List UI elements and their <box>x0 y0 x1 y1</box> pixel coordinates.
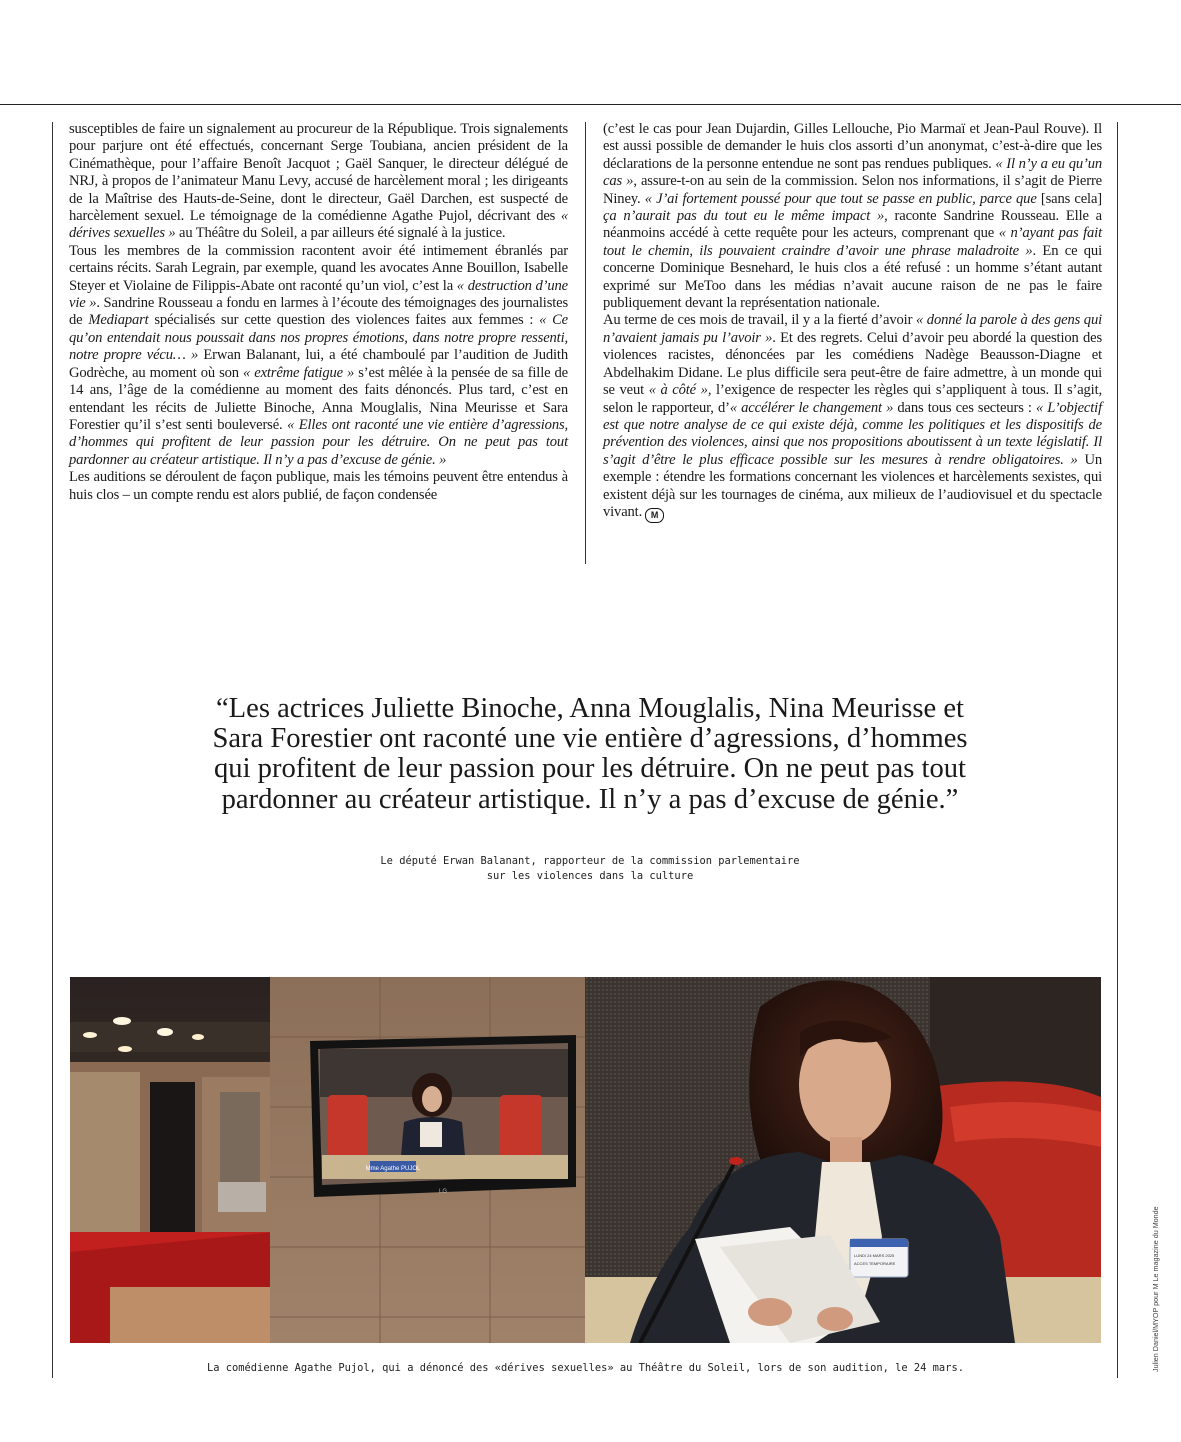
speaker-scene <box>585 977 1101 1343</box>
quote-italic: « n’ayant pas fait tout le chemin, ils pouvaient craindre d’avoir une phrase maladroite » <box>603 225 1102 259</box>
quote-italic: « donné la parole à des gens qui n’avaient jamais pu l’avoir » <box>603 312 1102 346</box>
article-column-right <box>603 121 1102 523</box>
quote-italic: « à côté » <box>648 382 708 399</box>
tv-nameplate: Mme Agathe PUJOL <box>365 1166 421 1172</box>
attribution-line: sur les violences dans la culture <box>486 870 694 882</box>
article-paragraph: Au terme de ces mois de travail, il y a la fierté d’avoir « donné la parole à des gens qui n’avaient jamais pu l’avoir ». Et des regrets. Celui d’avoir peu abordé la question des violences racistes, dénoncées par les comédiens Nadège Beausson-Diagne et Abdelhakim Didane. Le plus difficile sera peut-être de faire admettre, à un monde qui se veut « à côté », l’exigence de respecter les règles qui s’appliquent à tous. Il s’agit, selon le rapporteur, d’« accélérer le changement » dans tous ces secteurs : « L’objectif est que notre analyse de ce qui existe déjà, comme les politiques et les dispositifs de prévention des violences, ainsi que nos propositions aboutissent à un texte législatif. Il s’agit d’être le plus efficace possible sur les mesures à rendre obligatoires. » Un exemple : étendre les formations concernant les violences et harcèlements sexistes, qui existent déjà sur les tournages de cinéma, aux milieux de l’audiovisuel et du spectacle vivant. M <box>603 312 1102 522</box>
quote-italic: « Ce qu’on entendait nous poussait dans nos propres émotions, dans notre propre ressenti, notre propre vécu… » <box>69 312 569 364</box>
photo-caption: La comédienne Agathe Pujol, qui a dénoncé des «dérives sexuelles» au Théâtre du Soleil, lors de son audition, le 24 mars. <box>207 1362 964 1374</box>
hearing-photo <box>70 977 1101 1343</box>
quote-italic: « Il n’y a eu qu’un cas » <box>603 155 1102 190</box>
television-screen <box>310 1035 576 1197</box>
left-column-rule <box>52 122 53 1378</box>
pull-quote: “Les actrices Juliette Binoche, Anna Mouglalis, Nina Meurisse et Sara Forestier ont raconté une vie entière d’agressions, d’hommes qui profitent de leur passion pour les détruire. On ne peut pas tout pardonner au créateur artistique. Il n’y a pas d’excuse de génie.” <box>212 693 968 815</box>
middle-column-rule <box>585 122 586 564</box>
quote-italic: « extrême fatigue » <box>243 364 355 381</box>
badge-line: ACCES TEMPORAIRE <box>854 1261 896 1266</box>
right-column-rule <box>1117 122 1118 1378</box>
corridor-background <box>70 977 275 1343</box>
article-column-left <box>69 121 568 504</box>
article-paragraph: susceptibles de faire un signalement au procureur de la République. Trois signalements pour parjure ont été effectués, concernant Serge Toubiana, ancien président de la Cinémathèque, pour l’affaire Benoît Jacquot ; Gaël Sanquer, le directeur délégué de NRJ, à propos de l’animateur Manu Levy, accusé de harcèlement moral ; les dirigeants de la Maîtrise des Hauts-de-Seine, dont le directeur, Gaël Darchen, est suspecté de harcèlement sexuel. Le témoignage de la comédienne Agathe Pujol, décrivant des « dérives sexuelles » au Théâtre du Soleil, a par ailleurs été signalé à la justice. <box>69 121 568 242</box>
pull-quote-attribution <box>280 854 900 884</box>
quote-italic: « accélérer le changement » <box>729 399 894 416</box>
photo-credit: Julien Daniel/MYOP pour M Le magazine du Monde <box>1151 1206 1160 1372</box>
article-paragraph: (c’est le cas pour Jean Dujardin, Gilles Lellouche, Pio Marmaï et Jean-Paul Rouve). Il est aussi possible de demander le huis clos assorti d’un anonymat, c’est-à-dire que les déclarations de la personne entendue ne sont pas rendues publiques. « Il n’y a eu qu’un cas », assure-t-on au sein de la commission. Selon nos informations, il s’agit de Pierre Niney. « J’ai fortement poussé pour que tout se passe en public, parce que [sans cela] ça n’aurait pas du tout eu le même impact », raconte Sandrine Rousseau. Elle a néanmoins accédé à cette requête pour les acteurs, comprenant que « n’ayant pas fait tout le chemin, ils pouvaient craindre d’avoir une phrase maladroite ». En ce qui concerne Dominique Besnehard, le huis clos a été refusé : un homme s’étant autant exprimé sur MeToo dans les médias n’avait aucune raison de ne pas le faire publiquement devant la représentation nationale. <box>603 121 1102 312</box>
article-paragraph: Tous les membres de la commission racontent avoir été intimement ébranlés par certains récits. Sarah Legrain, par exemple, quand les avocates Anne Bouillon, Isabelle Steyer et Violaine de Filippis-Abate ont raconté qu’un viol, c’est la « destruction d’une vie ». Sandrine Rousseau a fondu en larmes à l’écoute des témoignages des journalistes de Mediapart spécialisés sur cette question des violences faites aux femmes : « Ce qu’on entendait nous poussait dans nos propres émotions, dans notre propre ressenti, notre propre vécu… » Erwan Balanant, lui, a été chamboulé par l’audition de Judith Godrèche, au moment où son « extrême fatigue » s’est mêlée à la pensée de sa fille de 14 ans, l’âge de la comédienne au moment des faits dénoncés. Plus tard, c’est en entendant les récits de Juliette Binoche, Anna Mouglalis, Nina Meurisse et Sara Forestier qu’il s’est senti bouleversé. « Elles ont raconté une vie entière d’agressions, d’hommes qui profitent de leur passion pour les détruire. On ne peut pas tout pardonner au créateur artistique. Il n’y a pas d’excuse de génie. » <box>69 242 569 468</box>
quote-italic: « destruction d’une vie » <box>69 277 568 312</box>
top-rule <box>0 104 1181 105</box>
quote-italic: « Elles ont raconté une vie entière d’agressions, d’hommes qui profitent de leur passion pour les détruire. On ne peut pas tout pardonner au créateur artistique. Il n’y a pas d’excuse de génie. » <box>69 416 568 468</box>
tv-brand: LG <box>438 1189 448 1195</box>
quote-italic: Mediapart <box>88 312 149 329</box>
quote-italic: « L’objectif est que notre analyse de ce qui existe déjà, comme les politiques et les dispositifs de prévention des violences, ainsi que nos propositions aboutissent à un texte législatif. Il s’agit d’être le plus efficace possible sur les mesures à rendre obligatoires. » <box>603 399 1102 468</box>
quote-italic: ça n’aurait pas du tout eu le même impact » <box>603 208 885 225</box>
quote-italic: « dérives sexuelles » <box>69 208 568 242</box>
badge-line: LUNDI 24 MARS 2025 <box>854 1253 895 1258</box>
article-paragraph: Les auditions se déroulent de façon publique, mais les témoins peuvent être entendus à huis clos – un compte rendu est alors publié, de façon condensée <box>69 469 568 503</box>
quote-italic: « J’ai fortement poussé pour que tout se passe en public, parce que <box>644 190 1041 207</box>
attribution-line: Le député Erwan Balanant, rapporteur de la commission parlementaire <box>380 855 800 867</box>
end-mark-icon: M <box>645 508 664 523</box>
